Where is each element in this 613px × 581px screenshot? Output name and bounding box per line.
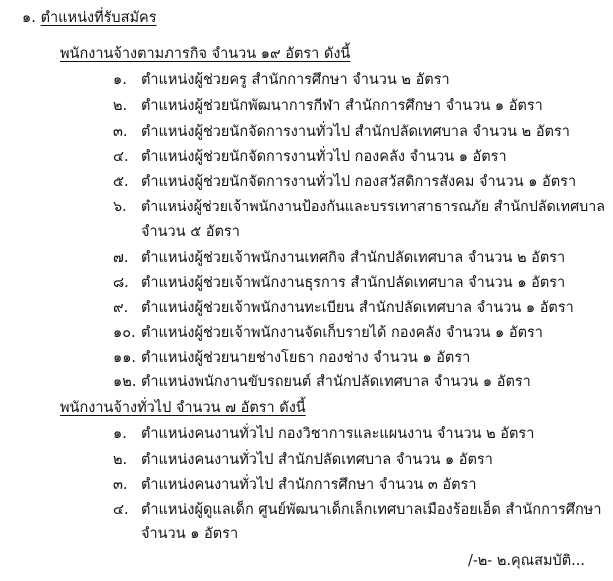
list-item: ๓. ตำแหน่งคนงานทั่วไป สำนักการศึกษา จำนวน ๓ อัตรา bbox=[113, 477, 477, 493]
group2-heading: พนักงานจ้างทั่วไป จำนวน ๗ อัตรา ดังนี้ bbox=[60, 400, 306, 416]
list-item: ๙. ตำแหน่งผู้ช่วยเจ้าพนักงานทะเบียน สำนักปลัดเทศบาล จำนวน ๑ อัตรา bbox=[113, 300, 574, 316]
group1-heading: พนักงานจ้างตามภารกิจ จำนวน ๑๙ อัตรา ดังนี้ bbox=[60, 46, 351, 62]
list-item: ๒. ตำแหน่งคนงานทั่วไป สำนักปลัดเทศบาล จำนวน ๑ อัตรา bbox=[113, 452, 493, 468]
page-footer-continuation: /-๒- ๒.คุณสมบัติ... bbox=[467, 553, 585, 569]
list-item: ๔. ตำแหน่งผู้ดูแลเด็ก ศูนย์พัฒนาเด็กเล็กเทศบาลเมืองร้อยเอ็ด สำนักการศึกษา bbox=[113, 502, 602, 518]
list-item-continuation: จำนวน ๑ อัตรา bbox=[141, 526, 239, 542]
section-heading bbox=[22, 8, 157, 28]
list-item: ๑๐. ตำแหน่งผู้ช่วยเจ้าพนักงานจัดเก็บรายได้ กองคลัง จำนวน ๑ อัตรา bbox=[113, 325, 543, 341]
section-title: ตำแหน่งที่รับสมัคร bbox=[40, 10, 157, 26]
list-item: ๖. ตำแหน่งผู้ช่วยเจ้าพนักงานป้องกันและบรรเทาสาธารณภัย สำนักปลัดเทศบาล bbox=[113, 199, 605, 215]
list-item: ๑. ตำแหน่งคนงานทั่วไป กองวิชาการและแผนงาน จำนวน ๒ อัตรา bbox=[113, 426, 535, 442]
list-item-continuation: จำนวน ๕ อัตรา bbox=[141, 224, 240, 240]
list-item: ๘. ตำแหน่งผู้ช่วยเจ้าพนักงานธุรการ สำนักปลัดเทศบาล จำนวน ๑ อัตรา bbox=[113, 275, 566, 291]
list-item: ๒. ตำแหน่งผู้ช่วยนักพัฒนาการกีฬา สำนักการศึกษา จำนวน ๑ อัตรา bbox=[113, 98, 543, 114]
list-item: ๓. ตำแหน่งผู้ช่วยนักจัดการงานทั่วไป สำนักปลัดเทศบาล จำนวน ๒ อัตรา bbox=[113, 124, 570, 140]
list-item: ๔. ตำแหน่งผู้ช่วยนักจัดการงานทั่วไป กองคลัง จำนวน ๑ อัตรา bbox=[113, 149, 507, 165]
list-item: ๕. ตำแหน่งผู้ช่วยนักจัดการงานทั่วไป กองสวัสดิการสังคม จำนวน ๑ อัตรา bbox=[113, 174, 577, 190]
list-item: ๗. ตำแหน่งผู้ช่วยเจ้าพนักงานเทศกิจ สำนักปลัดเทศบาล จำนวน ๒ อัตรา bbox=[113, 250, 566, 266]
list-item: ๑๒. ตำแหน่งพนักงานขับรถยนต์ สำนักปลัดเทศบาล จำนวน ๑ อัตรา bbox=[113, 374, 531, 390]
list-item: ๑๑. ตำแหน่งผู้ช่วยนายช่างโยธา กองช่าง จำนวน ๑ อัตรา bbox=[113, 350, 471, 366]
section-number: ๑. bbox=[22, 10, 36, 26]
list-item: ๑. ตำแหน่งผู้ช่วยครู สำนักการศึกษา จำนวน ๒ อัตรา bbox=[113, 72, 450, 88]
